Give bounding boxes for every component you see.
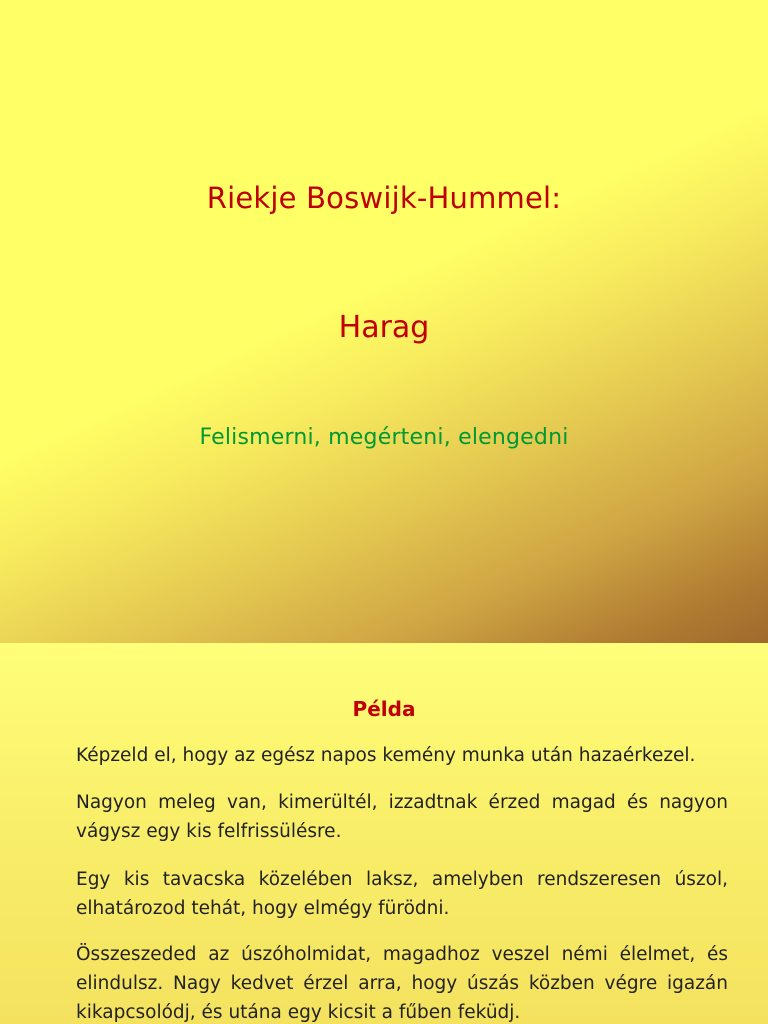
section-heading: Példa — [352, 697, 416, 721]
book-subtitle: Felismerni, megérteni, elengedni — [199, 425, 569, 450]
paragraph: Egy kis tavacska közelében laksz, amelyben rendszeresen úszol, elhatározod tehát, hogy elmégy fürödni. — [76, 869, 728, 919]
paragraph: Összeszeded az úszóholmidat, magadhoz veszel némi élelmet, és elindulsz. Nagy kedvet érzel arra, hogy úszás közben végre igazán kikapcsolódj, és utána egy kicsit a fűben feküdj. — [76, 944, 728, 1023]
paragraph: Képzeld el, hogy az egész napos kemény munka után hazaérkezel. — [76, 745, 696, 766]
paragraph: Nagyon meleg van, kimerültél, izzadtnak érzed magad és nagyon vágysz egy kis felfrissülésre. — [76, 792, 728, 842]
author-title: Riekje Boswijk-Hummel: — [206, 181, 562, 215]
example-slide — [0, 643, 768, 1024]
book-title: Harag — [338, 310, 430, 345]
